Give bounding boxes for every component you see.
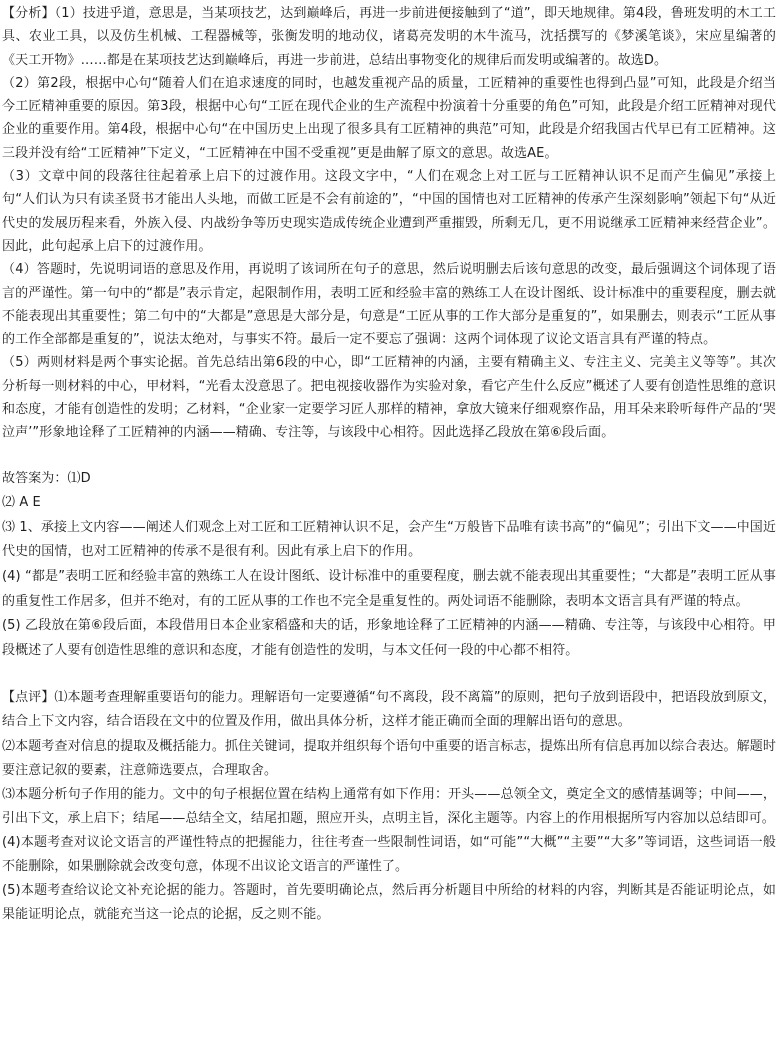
- answer-line-1: 故答案为：⑴D: [2, 470, 91, 486]
- answer-line-5: (5) 乙段放在第⑥段后面，本段借用日本企业家稻盛和夫的话，形象地诠释了工匠精神的内涵——精确、专注等，与该段中心相符。甲段概述了人要有创造性思维的意识和态度，才能有创造性的发明，与本文任何一段的中心都不相符。: [2, 618, 776, 658]
- comment-paragraph-3: ⑶本题分析句子作用的能力。文中的句子根据位置在结构上通常有如下作用：开头——总领全文，奠定全文的感情基调等；中间——，引出下文，承上启下；结尾——总结全文，结尾扣题，照应开头，点明主旨，深化主题等。内容上的作用根据所写内容加以总结即可。: [2, 786, 776, 826]
- analysis-paragraph-4: （4）答题时，先说明词语的意思及作用，再说明了该词所在句子的意思，然后说明删去后该句意思的改变，最后强调这个词体现了语言的严谨性。第一句中的“都是”表示肯定，起限制作用，表明工匠和经验丰富的熟练工人在设计图纸、设计标准中的重要程度，删去就不能表现出其重要性；第二句中的“大都是”意思是大部分是，句意是“工匠从事的工作大部分是重复的”，如果删去，则表示“工匠从事的工作全部都是重复的”，说法太绝对，与事实不符。最后一定不要忘了强调：这两个词体现了议论文语言具有严谨的特点。: [2, 262, 776, 348]
- answer-line-4: (4) “都是”表明工匠和经验丰富的熟练工人在设计图纸、设计标准中的重要程度，删去就不能表现出其重要性；“大都是”表明工匠从事的重复性工作居多，但并不绝对，有的工匠从事的工作也不完全是重复性的。两处词语不能删除，表明本文语言具有严谨的特点。: [2, 569, 776, 609]
- comment-section: [2, 686, 776, 927]
- analysis-paragraph-5: （5）两则材料是两个事实论据。首先总结出第6段的中心，即“工匠精神的内涵，主要有精确主义、专注主义、完美主义等等”。其次分析每一则材料的中心，甲材料，“光看太没意思了。把电视接收器作为实验对象，看它产生什么反应”概述了人要有创造性思维的意识和态度，才能有创造性的发明；乙材料，“企业家一定要学习匠人那样的精神，拿放大镜来仔细观察作品，用耳朵来聆听每件产品的‘哭泣声’”形象地诠释了工匠精神的内涵——精确、专注等，与该段中心相符。因此选择乙段放在第⑥段后面。: [2, 355, 776, 441]
- answers-section: [2, 467, 776, 664]
- analysis-section: [2, 2, 776, 445]
- analysis-paragraph-3: （3）文章中间的段落往往起着承上启下的过渡作用。这段文字中，“人们在观念上对工匠与工匠精神认识不足而产生偏见”承接上句“人们认为只有读圣贤书才能出人头地，而做工匠是不会有前途的”，“中国的国情也对工匠精神的传承产生深刻影响”领起下句“从近代史的发展历程来看，外族入侵、内战纷争等历史现实造成传统企业遭到严重摧毁，所剩无几，更不用说继承工匠精神来经营企业”。因此，此句起承上启下的过渡作用。: [2, 169, 776, 254]
- comment-paragraph-2: ⑵本题考查对信息的提取及概括能力。抓住关键词，提取并组织每个语句中重要的语言标志，提炼出所有信息再加以综合表达。解题时要注意记叙的要素，注意筛选要点，合理取舍。: [2, 738, 776, 778]
- comment-paragraph-1: 【点评】⑴本题考查理解重要语句的能力。理解语句一定要遵循“句不离段，段不离篇”的原则，把句子放到语段中，把语段放到原文，结合上下文内容，结合语段在文中的位置及作用，做出具体分析，这样才能正确而全面的理解出语句的意思。: [2, 690, 776, 730]
- comment-paragraph-4: (4)本题考查对议论文语言的严谨性特点的把握能力，往往考查一些限制性词语，如“可能”“大概”“主要”“大多”等词语，这些词语一般不能删除，如果删除就会改变句意，体现不出议论文语言的严谨性了。: [2, 834, 776, 875]
- analysis-paragraph-2: （2）第2段，根据中心句“随着人们在追求速度的同时，也越发重视产品的质量，工匠精神的重要性也得到凸显”可知，此段是介绍当今工匠精神重要的原因。第3段，根据中心句“工匠在现代企业的生产流程中扮演着十分重要的角色”可知，此段是介绍工匠精神对现代企业的重要作用。第4段，根据中心句“在中国历史上出现了很多具有工匠精神的典范”可知，此段是介绍我国古代早已有工匠精神。这三段并没有给“工匠精神”下定义，“工匠精神在中国不受重视”更是曲解了原文的意思。故选AE。: [2, 75, 776, 161]
- answer-line-2: ⑵ A E: [2, 495, 41, 511]
- comment-paragraph-5: (5)本题考查给议论文补充论据的能力。答题时，首先要明确论点，然后再分析题目中所给的材料的内容，判断其是否能证明论点，如果能证明论点，就能充当这一论点的论据，反之则不能。: [2, 883, 776, 923]
- answer-line-3: ⑶ 1、承接上文内容——阐述人们观念上对工匠和工匠精神认识不足，会产生“万般皆下品唯有读书高”的“偏见”；引出下文——中国近代史的国情，也对工匠精神的传承不是很有利。因此有承上启下的作用。: [2, 519, 776, 560]
- analysis-paragraph-1: 【分析】（1）技进乎道，意思是，当某项技艺，达到巅峰后，再进一步前进便接触到了“道”，即天地规律。第4段，鲁班发明的木工工具、农业工具，以及仿生机械、工程器械等，张衡发明的地动仪，诸葛亮发明的木牛流马，沈括撰写的《梦溪笔谈》，宋应星编著的《天工开物》……都是在某项技艺达到巅峰后，再进一步前进，总结出事物变化的规律后而发明或编著的。故选D。: [2, 6, 776, 68]
